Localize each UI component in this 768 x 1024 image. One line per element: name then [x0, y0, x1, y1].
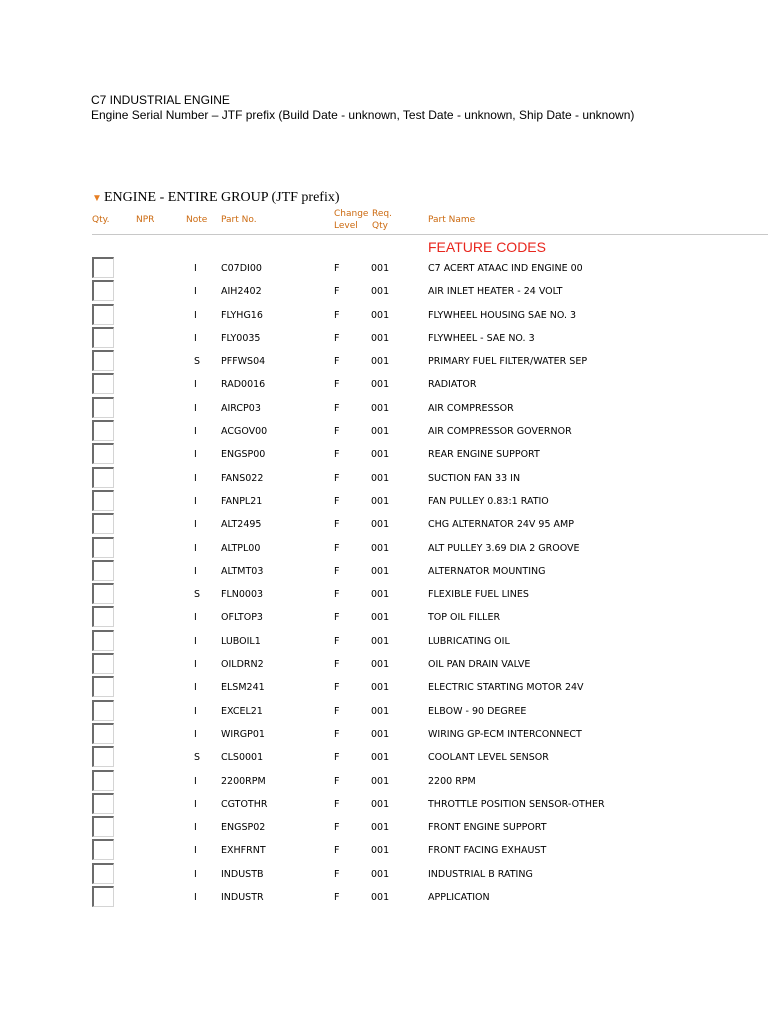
change-level-cell: F [334, 612, 340, 624]
part-number-cell: FLYHG16 [221, 309, 263, 321]
table-row [0, 397, 768, 420]
note-cell: I [194, 728, 197, 740]
req-qty-cell: 001 [371, 775, 390, 787]
change-level-cell: F [334, 309, 340, 321]
qty-input[interactable] [92, 537, 114, 558]
part-name-cell: 2200 RPM [428, 775, 476, 787]
col-header-req-bottom: Qty [372, 221, 388, 231]
qty-input[interactable] [92, 746, 114, 767]
req-qty-cell: 001 [371, 659, 390, 671]
col-header-req-top: Req. [372, 209, 392, 219]
note-cell: I [194, 263, 197, 274]
change-level-cell: F [334, 542, 340, 554]
req-qty-cell: 001 [371, 752, 390, 764]
change-level-cell: F [334, 332, 340, 344]
req-qty-cell: 001 [371, 798, 390, 810]
qty-input[interactable] [92, 280, 114, 301]
table-row [0, 537, 768, 560]
req-qty-cell: 001 [371, 589, 390, 601]
part-name-cell: INDUSTRIAL B RATING [428, 868, 533, 880]
col-header-change-bottom: Level [334, 221, 358, 231]
note-cell: I [194, 402, 197, 414]
qty-input[interactable] [92, 350, 114, 371]
req-qty-cell: 001 [371, 309, 390, 321]
part-name-cell: OIL PAN DRAIN VALVE [428, 659, 531, 671]
part-name-cell: C7 ACERT ATAAC IND ENGINE 00 [428, 263, 583, 274]
note-cell: I [194, 565, 197, 577]
part-name-cell: AIR COMPRESSOR GOVERNOR [428, 426, 572, 438]
part-name-cell: CHG ALTERNATOR 24V 95 AMP [428, 519, 574, 531]
note-cell: I [194, 775, 197, 787]
part-number-cell: ELSM241 [221, 682, 265, 694]
note-cell: I [194, 845, 197, 857]
part-name-cell: PRIMARY FUEL FILTER/WATER SEP [428, 356, 588, 368]
table-row [0, 257, 768, 280]
table-row [0, 443, 768, 466]
note-cell: I [194, 822, 197, 834]
qty-input[interactable] [92, 583, 114, 604]
part-name-cell: FAN PULLEY 0.83:1 RATIO [428, 495, 549, 507]
change-level-cell: F [334, 426, 340, 438]
req-qty-cell: 001 [371, 705, 390, 717]
change-level-cell: F [334, 752, 340, 764]
part-number-cell: 2200RPM [221, 775, 266, 787]
req-qty-cell: 001 [371, 868, 390, 880]
change-level-cell: F [334, 682, 340, 694]
change-level-cell: F [334, 286, 340, 298]
req-qty-cell: 001 [371, 426, 390, 438]
table-row [0, 676, 768, 699]
change-level-cell: F [334, 705, 340, 717]
col-header-part-no: Part No. [221, 215, 257, 225]
req-qty-cell: 001 [371, 379, 390, 391]
req-qty-cell: 001 [371, 892, 390, 904]
section-feature-codes: FEATURE CODES [428, 239, 546, 255]
parts-table [0, 257, 768, 909]
part-number-cell: FLN0003 [221, 589, 264, 601]
qty-input[interactable] [92, 606, 114, 627]
note-cell: I [194, 309, 197, 321]
req-qty-cell: 001 [371, 332, 390, 344]
part-number-cell: AIH2402 [221, 286, 262, 298]
part-name-cell: FLYWHEEL - SAE NO. 3 [428, 332, 535, 344]
part-number-cell: AIRCP03 [221, 402, 261, 414]
part-name-cell: TOP OIL FILLER [428, 612, 501, 624]
col-header-note: Note [186, 215, 208, 225]
part-number-cell: OILDRN2 [221, 659, 264, 671]
note-cell: I [194, 472, 197, 484]
col-header-part-name: Part Name [428, 215, 476, 225]
qty-input[interactable] [92, 304, 114, 325]
qty-input[interactable] [92, 560, 114, 581]
part-number-cell: ALT2495 [221, 519, 262, 531]
note-cell: I [194, 612, 197, 624]
part-name-cell: AIR COMPRESSOR [428, 402, 514, 414]
table-row [0, 350, 768, 373]
note-cell: I [194, 286, 197, 298]
part-name-cell: ALT PULLEY 3.69 DIA 2 GROOVE [428, 542, 580, 554]
req-qty-cell: 001 [371, 495, 390, 507]
part-number-cell: ACGOV00 [221, 426, 268, 438]
req-qty-cell: 001 [371, 728, 390, 740]
part-number-cell: FLY0035 [221, 332, 261, 344]
table-row [0, 583, 768, 606]
header-divider [92, 234, 768, 235]
part-number-cell: ALTPL00 [221, 542, 261, 554]
req-qty-cell: 001 [371, 356, 390, 368]
qty-input[interactable] [92, 373, 114, 394]
table-row [0, 886, 768, 909]
note-cell: I [194, 659, 197, 671]
note-cell: I [194, 495, 197, 507]
req-qty-cell: 001 [371, 635, 390, 647]
change-level-cell: F [334, 728, 340, 740]
qty-input[interactable] [92, 467, 114, 488]
qty-input[interactable] [92, 653, 114, 674]
change-level-cell: F [334, 822, 340, 834]
change-level-cell: F [334, 263, 340, 274]
table-row [0, 304, 768, 327]
part-name-cell: AIR INLET HEATER - 24 VOLT [428, 286, 563, 298]
group-header[interactable] [92, 189, 340, 208]
qty-input[interactable] [92, 327, 114, 348]
change-level-cell: F [334, 845, 340, 857]
part-number-cell: EXHFRNT [221, 845, 266, 857]
req-qty-cell: 001 [371, 682, 390, 694]
collapse-chevron-icon[interactable]: ▼ [92, 193, 102, 204]
req-qty-cell: 001 [371, 263, 390, 274]
part-number-cell: RAD0016 [221, 379, 266, 391]
col-header-qty: Qty. [92, 215, 110, 225]
part-name-cell: FRONT ENGINE SUPPORT [428, 822, 547, 834]
part-name-cell: SUCTION FAN 33 IN [428, 472, 521, 484]
table-row [0, 700, 768, 723]
part-number-cell: ENGSP02 [221, 822, 266, 834]
qty-input[interactable] [92, 257, 114, 278]
table-row [0, 653, 768, 676]
req-qty-cell: 001 [371, 402, 390, 414]
document-title: C7 INDUSTRIAL ENGINE [91, 93, 230, 107]
req-qty-cell: 001 [371, 822, 390, 834]
group-title: ENGINE - ENTIRE GROUP (JTF prefix) [104, 190, 340, 205]
qty-input[interactable] [92, 816, 114, 837]
table-row [0, 816, 768, 839]
qty-input[interactable] [92, 513, 114, 534]
part-number-cell: FANS022 [221, 472, 264, 484]
part-name-cell: THROTTLE POSITION SENSOR-OTHER [428, 798, 605, 810]
part-number-cell: CLS0001 [221, 752, 264, 764]
table-row [0, 467, 768, 490]
table-row [0, 746, 768, 769]
table-row [0, 280, 768, 303]
change-level-cell: F [334, 449, 340, 461]
note-cell: I [194, 542, 197, 554]
table-row [0, 606, 768, 629]
qty-input[interactable] [92, 397, 114, 418]
qty-input[interactable] [92, 863, 114, 884]
part-number-cell: CGTOTHR [221, 798, 268, 810]
part-number-cell: LUBOIL1 [221, 635, 261, 647]
change-level-cell: F [334, 495, 340, 507]
change-level-cell: F [334, 472, 340, 484]
qty-input[interactable] [92, 700, 114, 721]
part-name-cell: ELECTRIC STARTING MOTOR 24V [428, 682, 584, 694]
change-level-cell: F [334, 402, 340, 414]
qty-input[interactable] [92, 770, 114, 791]
qty-input[interactable] [92, 630, 114, 651]
note-cell: I [194, 379, 197, 391]
note-cell: I [194, 635, 197, 647]
req-qty-cell: 001 [371, 449, 390, 461]
part-name-cell: REAR ENGINE SUPPORT [428, 449, 540, 461]
change-level-cell: F [334, 356, 340, 368]
note-cell: I [194, 449, 197, 461]
note-cell: S [194, 356, 201, 368]
req-qty-cell: 001 [371, 565, 390, 577]
req-qty-cell: 001 [371, 519, 390, 531]
table-row [0, 513, 768, 536]
note-cell: I [194, 892, 197, 904]
qty-input[interactable] [92, 839, 114, 860]
change-level-cell: F [334, 892, 340, 904]
part-name-cell: FRONT FACING EXHAUST [428, 845, 547, 857]
change-level-cell: F [334, 589, 340, 601]
part-name-cell: RADIATOR [428, 379, 477, 391]
part-name-cell: APPLICATION [428, 892, 490, 904]
part-number-cell: WIRGP01 [221, 728, 265, 740]
table-row [0, 839, 768, 862]
change-level-cell: F [334, 379, 340, 391]
req-qty-cell: 001 [371, 612, 390, 624]
note-cell: I [194, 519, 197, 531]
change-level-cell: F [334, 519, 340, 531]
qty-input[interactable] [92, 886, 114, 907]
table-row [0, 373, 768, 396]
change-level-cell: F [334, 635, 340, 647]
part-name-cell: ALTERNATOR MOUNTING [428, 565, 546, 577]
part-number-cell: INDUSTB [221, 868, 264, 880]
change-level-cell: F [334, 659, 340, 671]
part-number-cell: ALTMT03 [221, 565, 264, 577]
part-name-cell: ELBOW - 90 DEGREE [428, 705, 527, 717]
document-subtitle: Engine Serial Number – JTF prefix (Build Date - unknown, Test Date - unknown, Ship Date - unknown) [91, 108, 635, 122]
req-qty-cell: 001 [371, 286, 390, 298]
part-name-cell: LUBRICATING OIL [428, 635, 510, 647]
part-number-cell: INDUSTR [221, 892, 264, 904]
qty-input[interactable] [92, 676, 114, 697]
part-name-cell: WIRING GP-ECM INTERCONNECT [428, 728, 582, 740]
part-number-cell: EXCEL21 [221, 705, 263, 717]
table-row [0, 770, 768, 793]
qty-input[interactable] [92, 420, 114, 441]
table-row [0, 863, 768, 886]
part-number-cell: C07DI00 [221, 263, 262, 274]
req-qty-cell: 001 [371, 845, 390, 857]
part-number-cell: OFLTOP3 [221, 612, 263, 624]
table-row [0, 490, 768, 513]
note-cell: I [194, 332, 197, 344]
change-level-cell: F [334, 565, 340, 577]
note-cell: S [194, 589, 201, 601]
part-number-cell: FANPL21 [221, 495, 263, 507]
col-header-change-top: Change [334, 209, 369, 219]
qty-input[interactable] [92, 490, 114, 511]
note-cell: I [194, 426, 197, 438]
table-row [0, 560, 768, 583]
qty-input[interactable] [92, 443, 114, 464]
table-row [0, 630, 768, 653]
table-row [0, 793, 768, 816]
change-level-cell: F [334, 798, 340, 810]
qty-input[interactable] [92, 723, 114, 744]
table-row [0, 327, 768, 350]
part-name-cell: FLEXIBLE FUEL LINES [428, 589, 529, 601]
note-cell: I [194, 682, 197, 694]
change-level-cell: F [334, 775, 340, 787]
part-name-cell: COOLANT LEVEL SENSOR [428, 752, 549, 764]
note-cell: I [194, 798, 197, 810]
change-level-cell: F [334, 868, 340, 880]
part-number-cell: PFFWS04 [221, 356, 266, 368]
table-row [0, 723, 768, 746]
note-cell: I [194, 705, 197, 717]
part-number-cell: ENGSP00 [221, 449, 266, 461]
note-cell: I [194, 868, 197, 880]
table-row [0, 420, 768, 443]
req-qty-cell: 001 [371, 542, 390, 554]
part-name-cell: FLYWHEEL HOUSING SAE NO. 3 [428, 309, 577, 321]
col-header-npr: NPR [136, 215, 155, 225]
req-qty-cell: 001 [371, 472, 390, 484]
qty-input[interactable] [92, 793, 114, 814]
note-cell: S [194, 752, 201, 764]
